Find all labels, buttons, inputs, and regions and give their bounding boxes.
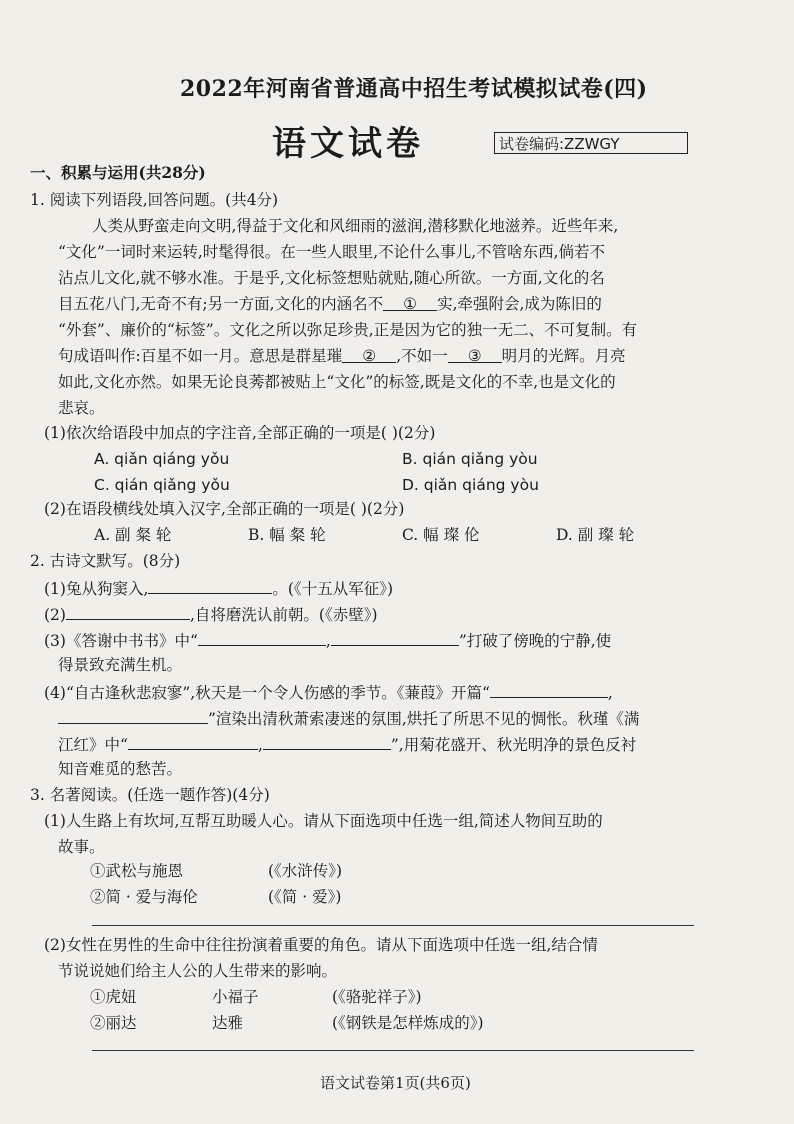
- q2-line-4-cont-1: [58, 707, 639, 729]
- q3-sub2-option-2-book: (《钢铁是怎样炼成的》): [332, 1014, 484, 1032]
- q2-line-3-b: ,: [325, 632, 331, 650]
- q2-line-4: [44, 681, 613, 703]
- q3-sub2-option-1-book: (《骆驼祥子》): [332, 988, 422, 1006]
- q2-line-1-b: 。(《十五从军征》): [272, 580, 393, 598]
- passage-line-4-b: 实,牵强附会,成为陈旧的: [437, 295, 602, 313]
- q1-sub2-option-c[interactable]: C. 幅 璨 伦: [402, 526, 480, 544]
- q3-sub2-option-1-b: 小福子: [212, 988, 259, 1006]
- q2-blank-6[interactable]: [58, 707, 208, 724]
- passage-line-8: 悲哀。: [58, 399, 105, 417]
- q1-sub2-option-a[interactable]: A. 副 粲 轮: [94, 526, 172, 544]
- q2-blank-7[interactable]: [128, 733, 258, 750]
- passage-line-5: “外套”、廉价的“标签”。文化之所以弥足珍贵,正是因为它的独一无二、不可复制。有: [58, 321, 638, 339]
- q1-sub1-option-a[interactable]: A. qiǎn qiáng yǒu: [94, 450, 230, 468]
- q2-line-4-cont-3: 知音难觅的愁苦。: [58, 760, 183, 778]
- passage-line-4: [58, 294, 602, 314]
- blank-1[interactable]: ①: [383, 294, 437, 311]
- passage-line-4-a: 目五花八门,无奇不有;另一方面,文化的内涵名不: [58, 295, 384, 313]
- q2-blank-2[interactable]: [66, 603, 190, 620]
- q2-blank-5[interactable]: [490, 681, 608, 698]
- q3-sub1-option-2-names[interactable]: ②简 · 爱与海伦: [90, 888, 198, 906]
- q3-sub2-answer-line[interactable]: [92, 1050, 694, 1051]
- q2-line-4-c: ”渲染出清秋萧索凄迷的氛围,烘托了所思不见的惆怅。秋瑾《满: [208, 710, 640, 728]
- q2-line-3-cont: 得景致充满生机。: [58, 656, 183, 674]
- passage-line-2: “文化”一词时来运转,时髦得很。在一些人眼里,不论什么事儿,不管啥东西,倘若不: [58, 243, 606, 261]
- q3-sub2-line-2: 节说说她们给主人公的人生带来的影响。: [58, 962, 338, 980]
- section1-heading: 一、积累与运用(共28分): [30, 163, 206, 182]
- q3-sub2-line-1: (2)女性在男性的生命中往往扮演着重要的角色。请从下面选项中任选一组,结合情: [44, 936, 598, 954]
- q2-line-4-f: ”,用菊花盛开、秋光明净的景色反衬: [390, 736, 637, 754]
- q1-sub2-stem: (2)在语段横线处填入汉字,全部正确的一项是( )(2分): [44, 500, 405, 518]
- q1-sub1-option-c[interactable]: C. qián qiǎng yǒu: [94, 476, 230, 494]
- q1-sub1-option-b[interactable]: B. qián qiǎng yòu: [402, 450, 538, 468]
- passage-line-3: 沾点儿文化,就不够水准。于是乎,文化标签想贴就贴,随心所欲。一方面,文化的名: [58, 269, 605, 287]
- q3-sub2-option-2-a[interactable]: ②丽达: [90, 1014, 137, 1032]
- q3-sub2-option-1-a[interactable]: ①虎妞: [90, 988, 137, 1006]
- q3-sub2-option-2-b: 达雅: [212, 1014, 244, 1032]
- q2-line-3: [44, 629, 611, 651]
- q1-stem: 1. 阅读下列语段,回答问题。(共4分): [30, 191, 279, 209]
- passage-line-7: 如此,文化亦然。如果无论良莠都被贴上“文化”的标签,既是文化的不幸,也是文化的: [58, 373, 616, 391]
- q1-sub1-option-d[interactable]: D. qiǎn qiáng yòu: [402, 476, 539, 494]
- passage-line-6: [58, 346, 626, 366]
- q1-sub2-option-b[interactable]: B. 幅 粲 轮: [248, 526, 326, 544]
- exam-code-box: 试卷编码:ZZWGY: [494, 132, 688, 154]
- q2-line-3-a: (3)《答谢中书书》中“: [44, 632, 198, 650]
- q2-line-4-cont-2: [58, 733, 636, 755]
- q2-blank-3[interactable]: [198, 629, 326, 646]
- passage-line-1: 人类从野蛮走向文明,得益于文化和风细雨的滋润,潜移默化地滋养。近些年来,: [92, 217, 619, 235]
- q2-line-1-a: (1)兔从狗窦入,: [44, 580, 149, 598]
- passage-line-6-b: ,不如一: [396, 347, 448, 365]
- subject-title: 语文试卷: [272, 124, 424, 164]
- passage-line-6-c: 明月的光辉。月亮: [501, 347, 626, 365]
- q3-sub1-option-1-names[interactable]: ①武松与施恩: [90, 862, 184, 880]
- blank-2[interactable]: ②: [342, 346, 396, 363]
- q2-line-4-d: 江红》中“: [58, 736, 128, 754]
- q2-blank-1[interactable]: [148, 577, 272, 594]
- q2-line-1: [44, 577, 393, 599]
- q2-line-4-e: ,: [257, 736, 263, 754]
- q2-line-2-a: (2): [44, 606, 66, 624]
- q3-sub1-line-1: (1)人生路上有坎坷,互帮互助暖人心。请从下面选项中任选一组,简述人物间互助的: [44, 812, 603, 830]
- q1-sub2-option-d[interactable]: D. 副 璨 轮: [556, 526, 635, 544]
- q2-blank-8[interactable]: [263, 733, 391, 750]
- q3-sub1-option-1-book: (《水浒传》): [268, 862, 343, 880]
- exam-title: 2022年河南省普通高中招生考试模拟试卷(四): [180, 76, 648, 102]
- q2-line-2-b: ,自将磨洗认前朝。(《赤壁》): [189, 606, 378, 624]
- q2-line-3-c: ”打破了傍晚的宁静,使: [458, 632, 612, 650]
- q2-stem: 2. 古诗文默写。(8分): [30, 552, 181, 570]
- q3-sub1-line-2: 故事。: [58, 838, 105, 856]
- q2-line-2: [44, 603, 378, 625]
- q3-sub1-option-2-book: (《简 · 爱》): [268, 888, 342, 906]
- q2-line-4-b: ,: [607, 684, 613, 702]
- q3-stem: 3. 名著阅读。(任选一题作答)(4分): [30, 786, 270, 804]
- q1-sub1-stem: (1)依次给语段中加点的字注音,全部正确的一项是( )(2分): [44, 424, 436, 442]
- blank-3[interactable]: ③: [448, 346, 502, 363]
- q2-blank-4[interactable]: [331, 629, 459, 646]
- q2-line-4-a: (4)“自古逢秋悲寂寥”,秋天是一个令人伤感的季节。《蒹葭》开篇“: [44, 684, 490, 702]
- q3-sub1-answer-line[interactable]: [92, 925, 694, 926]
- page-footer: 语文试卷第1页(共6页): [320, 1074, 471, 1092]
- passage-line-6-a: 句成语叫作:百星不如一月。意思是群星璀: [58, 347, 343, 365]
